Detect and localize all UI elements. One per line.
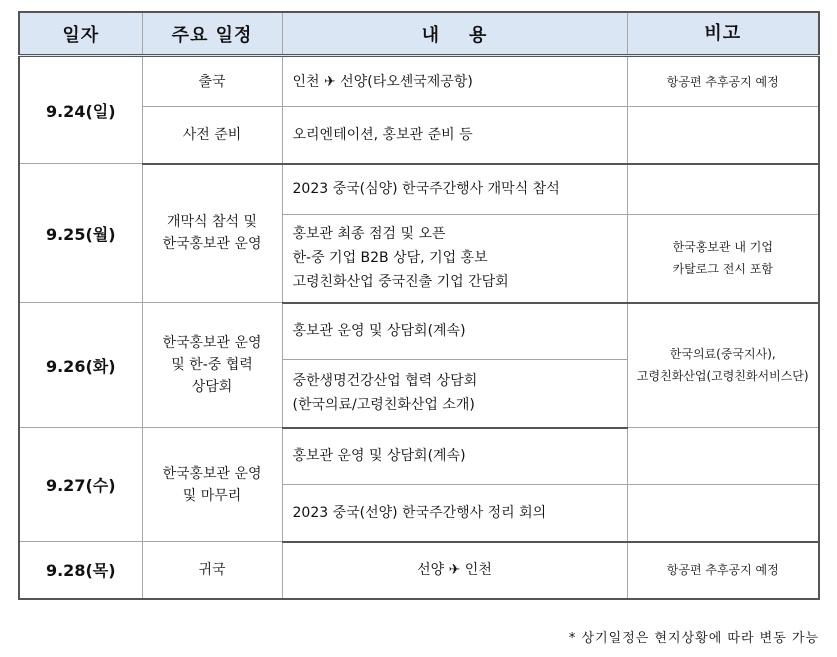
- note-cell: [627, 485, 819, 542]
- footnote: * 상기일정은 현지상황에 따라 변동 가능: [568, 631, 819, 646]
- date-cell: 9.28(목): [19, 542, 142, 599]
- schedule-cell: [142, 303, 282, 428]
- note-line: 한국의료(중국지사),: [669, 347, 776, 362]
- note-cell: 항공편 추후공지 예정: [627, 56, 819, 107]
- table-row: [19, 542, 819, 599]
- schedule-cell: [142, 164, 282, 303]
- header-date: 일자: [19, 12, 142, 56]
- date-cell: 9.27(수): [19, 428, 142, 542]
- content-cell: [282, 303, 627, 360]
- note-cell: [627, 303, 819, 428]
- content-cell: [282, 164, 627, 215]
- note-cell: 항공편 추후공지 예정: [627, 542, 819, 599]
- table-row: [19, 164, 819, 215]
- note-cell: [627, 107, 819, 164]
- date-cell: 9.25(월): [19, 164, 142, 303]
- schedule-cell: [142, 428, 282, 542]
- schedule-line: 상담회: [191, 379, 233, 395]
- table-row: [19, 56, 819, 107]
- table-row: [19, 428, 819, 485]
- content-cell: [282, 360, 627, 428]
- content-line: 홍보관 운영 및 상담회(계속): [292, 323, 466, 340]
- header-row: [19, 12, 819, 56]
- schedule-cell: 사전 준비: [142, 107, 282, 164]
- content-cell: [282, 485, 627, 542]
- content-line: 홍보관 최종 점검 및 오픈: [292, 226, 446, 243]
- schedule-line: 한국홍보관 운영: [162, 236, 262, 253]
- content-cell: [282, 428, 627, 485]
- note-line: 카탈로그 전시 포함: [672, 262, 773, 277]
- header-note: 비고: [627, 12, 819, 56]
- schedule-line: 및 마무리: [182, 487, 242, 504]
- header-schedule: 주요 일정: [142, 12, 282, 56]
- date-cell: 9.24(일): [19, 56, 142, 164]
- note-cell: [627, 164, 819, 215]
- content-cell: 오리엔테이션, 홍보관 준비 등: [282, 107, 627, 164]
- schedule-line: 한국홍보관 운영: [162, 465, 262, 482]
- content-line: 2023 중국(선양) 한국주간행사 정리 회의: [292, 504, 547, 521]
- table-row: [19, 303, 819, 360]
- content-line: (한국의료/고령친화산업 소개): [292, 397, 475, 414]
- schedule-line: 개막식 참석 및: [166, 214, 258, 231]
- note-line: 한국홍보관 내 기업: [672, 240, 773, 255]
- date-cell: 9.26(화): [19, 303, 142, 428]
- content-cell: 선양 ✈ 인천: [282, 542, 627, 599]
- content-cell: 인천 ✈ 선양(타오셴국제공항): [282, 56, 627, 107]
- schedule-line: 및 한-중 협력: [171, 357, 253, 373]
- schedule-cell: 출국: [142, 56, 282, 107]
- schedule-line: 한국홍보관 운영: [162, 335, 262, 351]
- content-line: 2023 중국(심양) 한국주간행사 개막식 참석: [292, 181, 560, 198]
- header-content: 내 용: [282, 12, 627, 56]
- note-line: 고령친화산업(고령친화서비스단): [636, 369, 809, 384]
- schedule-table: [18, 11, 820, 600]
- note-cell: [627, 215, 819, 303]
- schedule-cell: 귀국: [142, 542, 282, 599]
- note-cell: [627, 428, 819, 485]
- content-cell: [282, 215, 627, 303]
- content-line: 중한생명건강산업 협력 상담회: [292, 373, 478, 390]
- content-line: 한-중 기업 B2B 상담, 기업 홍보: [292, 250, 488, 267]
- content-line: 고령친화산업 중국진출 기업 간담회: [292, 274, 509, 291]
- content-line: 홍보관 운영 및 상담회(계속): [292, 448, 466, 465]
